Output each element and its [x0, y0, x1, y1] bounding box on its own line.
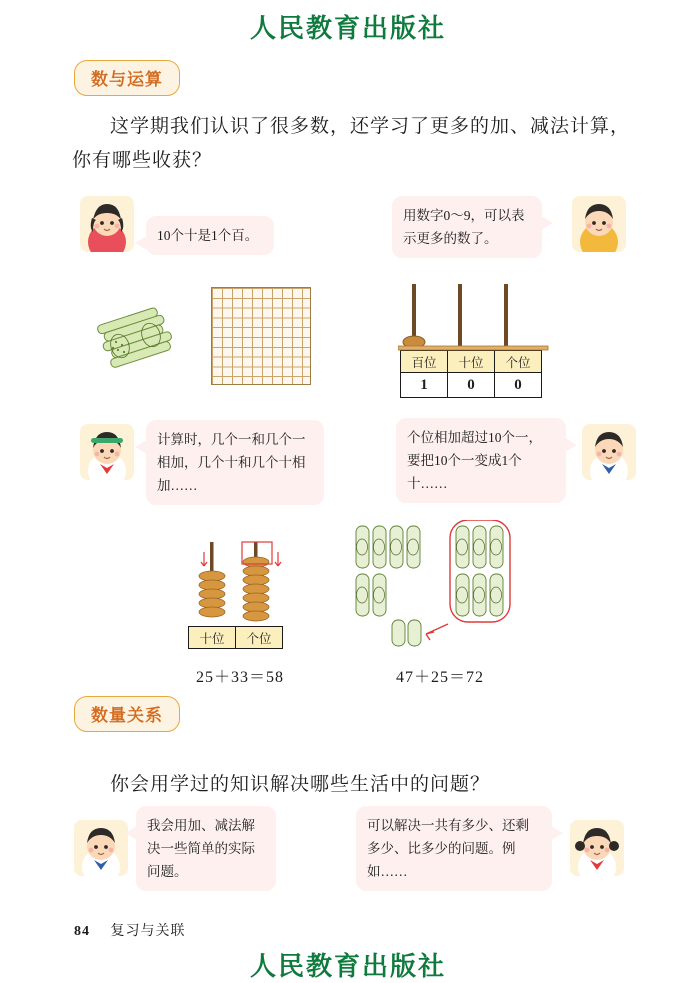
footer-chapter-label: 复习与关联 — [110, 924, 186, 939]
avatar-boy-3 — [74, 820, 128, 876]
place-value-table — [400, 350, 542, 398]
stick-bundles-illustration — [96, 300, 192, 372]
avatar-boy-2 — [582, 424, 636, 480]
speech-bubble-5: 我会用加、减法解决一些简单的实际问题。 — [136, 806, 276, 891]
abacus-illustration — [190, 540, 300, 660]
equation-47-plus-25: 47＋25＝72 — [396, 669, 485, 686]
abacus-place-table — [188, 626, 283, 649]
table-row-headers — [401, 351, 542, 373]
bundles-47-25-illustration — [352, 520, 552, 650]
speech-bubble-1: 10个十是1个百。 — [146, 216, 274, 255]
abacus-header-tens: 十位 — [189, 627, 236, 649]
speech-bubble-3: 计算时，几个一和几个一相加，几个十和几个十相加…… — [146, 420, 324, 505]
intro-paragraph-1: 这学期我们认识了很多数，还学习了更多的加、减法计算，你有哪些收获？ — [72, 116, 631, 171]
abacus-header-ones: 个位 — [236, 627, 283, 649]
table-row-values — [401, 373, 542, 398]
equation-25-plus-33: 25＋33＝58 — [196, 669, 285, 686]
speech-bubble-6: 可以解决一共有多少、还剩多少、比多少的问题。例如…… — [356, 806, 552, 891]
page-number: 84 — [74, 924, 90, 939]
publisher-logo-bottom: 人民教育出版社 — [249, 952, 446, 981]
page-footer — [74, 920, 186, 940]
avatar-boy-1 — [572, 196, 626, 252]
value-tens: 0 — [448, 373, 495, 398]
speech-bubble-2: 用数字0～9，可以表示更多的数了。 — [392, 196, 542, 258]
header-ones: 个位 — [495, 351, 542, 373]
place-value-board — [398, 280, 554, 393]
value-hundreds: 1 — [401, 373, 448, 398]
hundred-square-grid — [211, 287, 311, 385]
avatar-girl-3 — [570, 820, 624, 876]
publisher-logo-top: 人民教育出版社 — [249, 14, 446, 43]
value-ones: 0 — [495, 373, 542, 398]
header-tens: 十位 — [448, 351, 495, 373]
intro-paragraph-2: 你会用学过的知识解决哪些生活中的问题？ — [110, 774, 491, 795]
avatar-girl-1 — [80, 196, 134, 252]
section-header-number-operations: 数与运算 — [74, 60, 180, 96]
speech-bubble-4: 个位相加超过10个一，要把10个一变成1个十…… — [396, 418, 566, 503]
header-hundreds: 百位 — [401, 351, 448, 373]
table-row — [189, 627, 283, 649]
section-header-quantity-relations: 数量关系 — [74, 696, 180, 732]
avatar-girl-2 — [80, 424, 134, 480]
